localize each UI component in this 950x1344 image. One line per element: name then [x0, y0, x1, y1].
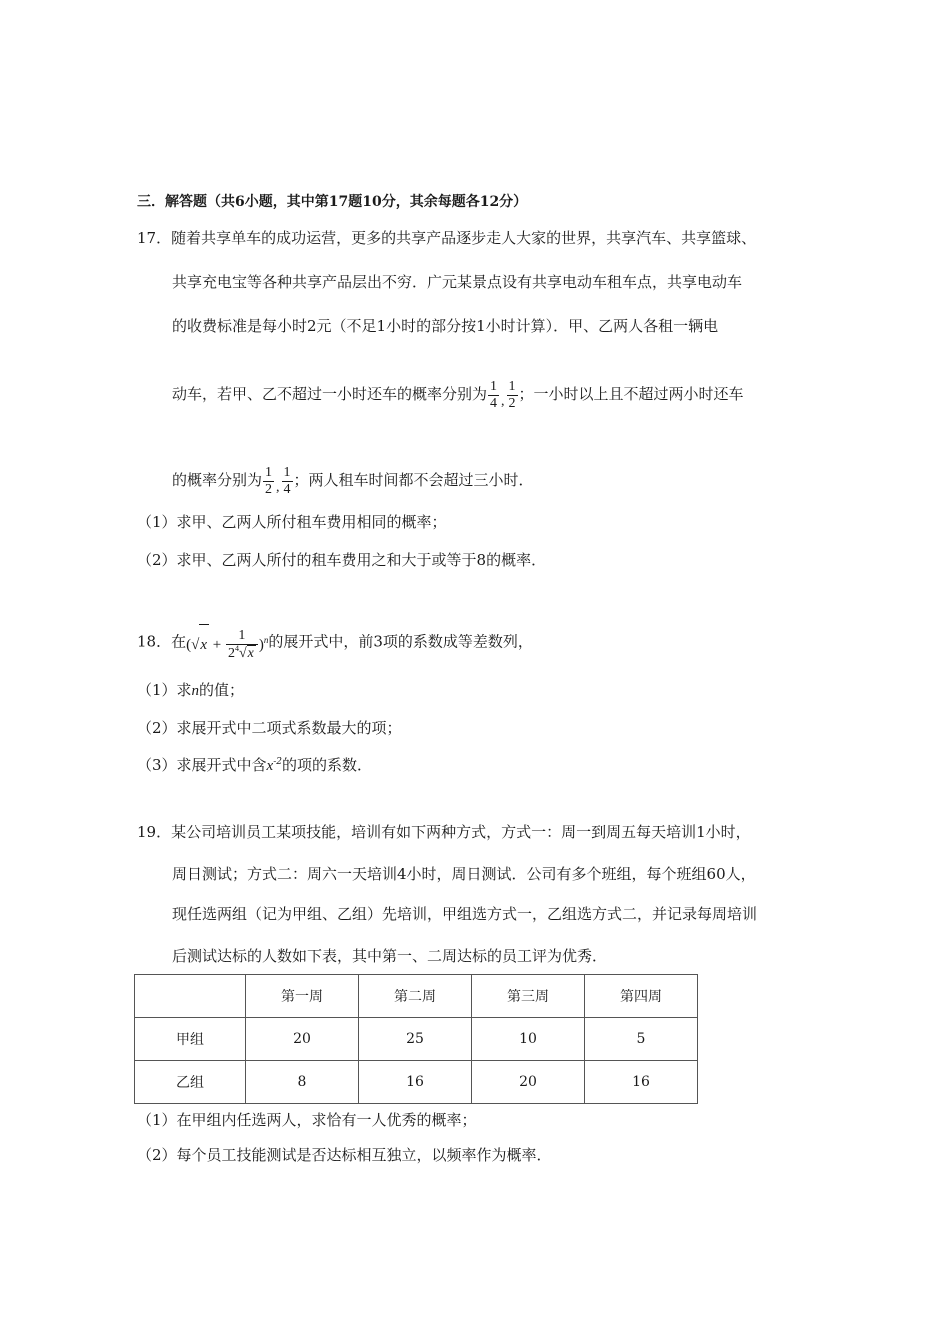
table-row	[135, 1018, 698, 1061]
q19-number: 19．	[137, 823, 172, 841]
root-index: 4	[234, 644, 239, 654]
q17-line4	[172, 368, 744, 422]
table-header-cell	[135, 975, 246, 1018]
q17-line1	[137, 228, 756, 248]
variable-x: x	[266, 758, 274, 774]
table-header-cell: 第三周	[472, 975, 585, 1018]
table-header-cell: 第四周	[585, 975, 698, 1018]
q17-line2: 共享充电宝等各种共享产品层出不穷．广元某景点设有共享电动车租车点，共享电动车	[172, 273, 743, 291]
exponent-neg2: -2	[273, 757, 282, 767]
q17-text-line1: 随着共享单车的成功运营，更多的共享产品逐步走人大家的世界，共享汽车、共享篮球、	[171, 229, 757, 247]
q17-sub1: （1）求甲、乙两人所付租车费用相同的概率；	[137, 513, 447, 531]
fraction-denominator: 2	[265, 481, 273, 497]
q19-sub2: （2）每个员工技能测试是否达标相互独立，以频率作为概率．	[137, 1146, 552, 1164]
table-cell: 8	[246, 1061, 359, 1104]
table-header-cell: 第二周	[359, 975, 472, 1018]
fraction-numerator: 1	[226, 628, 258, 645]
q19-line2: 周日测试；方式二：周六一天培训4小时，周日测试．公司有多个班组，每个班组60人，	[172, 865, 756, 883]
fraction-numerator: 1	[265, 464, 273, 480]
q17-line4-post: ；一小时以上且不超过两小时还车	[518, 385, 744, 403]
sqrt-symbol: √	[191, 637, 200, 653]
results-table	[134, 974, 698, 1104]
root-symbol: √	[238, 646, 247, 662]
q17-number: 17．	[137, 229, 172, 247]
q18-number: 18．在	[137, 632, 187, 651]
table-cell: 16	[585, 1061, 698, 1104]
q17-line5-pre: 的概率分别为	[172, 471, 263, 489]
plus-sign: +	[209, 637, 225, 653]
q18-sub1	[137, 680, 244, 701]
q19-line3: 现任选两组（记为甲组、乙组）先培训，甲组选方式一，乙组选方式二，并记录每周培训	[172, 905, 758, 923]
fraction-denominator: 4	[490, 395, 498, 411]
fraction-comma: ,	[501, 394, 505, 409]
table-cell: 16	[359, 1061, 472, 1104]
close-paren: )	[258, 637, 264, 653]
q18-sub2: （2）求展开式中二项式系数最大的项；	[137, 719, 402, 737]
table-cell: 20	[246, 1018, 359, 1061]
q19-line4: 后测试达标的人数如下表，其中第一、二周达标的员工评为优秀．	[172, 947, 608, 965]
q19-sub1: （1）在甲组内任选两人，求恰有一人优秀的概率；	[137, 1111, 477, 1129]
q17-line5	[172, 454, 534, 508]
fraction-numerator: 1	[283, 464, 291, 480]
q17-line3: 的收费标准是每小时2元（不足1小时的部分按1小时计算）．甲、乙两人各租一辆电	[172, 317, 719, 335]
expr-fraction	[226, 628, 258, 663]
q19-line1	[137, 822, 751, 842]
table-cell: 甲组	[135, 1018, 246, 1061]
table-row	[135, 1061, 698, 1104]
root-radicand: x	[247, 646, 254, 662]
q18-sub3-pre: （3）求展开式中含	[137, 756, 267, 774]
open-paren: (	[186, 637, 192, 653]
fraction-1-2	[507, 379, 518, 412]
q17-line5-post: ；两人租车时间都不会超过三小时．	[293, 471, 534, 489]
table-cell: 5	[585, 1018, 698, 1061]
q19-text-line1: 某公司培训员工某项技能，培训有如下两种方式，方式一：周一到周五每天培训1小时，	[171, 823, 751, 841]
fraction-comma: ,	[276, 480, 280, 495]
section-heading: 三．解答题（共6小题，其中第17题10分，其余每题各12分）	[137, 194, 528, 210]
q18-sub3	[137, 752, 372, 776]
fraction-numerator: 1	[508, 378, 516, 394]
variable-n: n	[191, 683, 200, 699]
q17-line4-pre: 动车，若甲、乙不超过一小时还车的概率分别为	[172, 385, 488, 403]
q18-text: 的展开式中，前3项的系数成等差数列，	[268, 632, 533, 651]
table-header-cell: 第一周	[246, 975, 359, 1018]
fraction-1-4	[488, 379, 499, 412]
fraction-1-2	[263, 465, 274, 498]
table-cell: 10	[472, 1018, 585, 1061]
fraction-denominator: 4	[283, 481, 291, 497]
denominator-coefficient: 2	[227, 646, 235, 662]
fraction-1-4	[282, 465, 293, 498]
q18-sub1-post: 的值；	[199, 681, 245, 699]
q17-sub2: （2）求甲、乙两人所付的租车费用之和大于或等于8的概率．	[137, 551, 547, 569]
fraction-denominator	[226, 645, 258, 663]
exponent-n: n	[263, 635, 269, 645]
fraction-numerator: 1	[490, 378, 498, 394]
table-header-row	[135, 975, 698, 1018]
fraction-denominator: 2	[508, 395, 516, 411]
sqrt-radicand: x	[199, 624, 209, 665]
binomial-expression	[186, 620, 268, 665]
table-cell: 乙组	[135, 1061, 246, 1104]
table-cell: 25	[359, 1018, 472, 1061]
q18-sub1-pre: （1）求	[137, 681, 192, 699]
table-cell: 20	[472, 1061, 585, 1104]
q18-sub3-post: 的项的系数．	[282, 756, 373, 774]
q18-line1	[137, 620, 533, 665]
